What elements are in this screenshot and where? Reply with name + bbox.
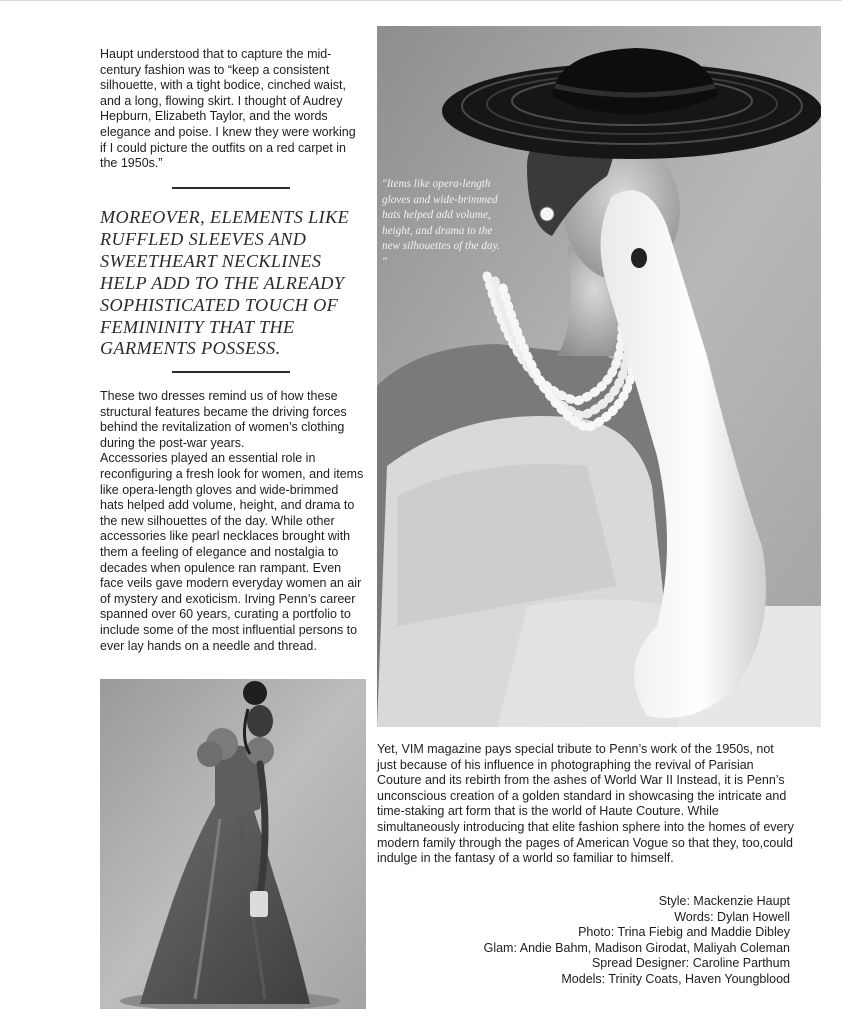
top-border [0, 0, 842, 1]
credits-block [410, 894, 790, 988]
closing-paragraph: Yet, VIM magazine pays special tribute to Penn’s work of the 1950s, not just because of his influence in photographing the revival of Parisian Couture and its rebirth from the ashes of World War II Instead, it is Penn’s unconscious creation of a golden standard in showcasing the intricate and time-staking art form that is the world of Haute Couture. While simultaneously introducing that elite fashion sphere into the homes of every modern family through the pages of American Vogue so that they, too,could indulge in the fantasy of a world so familiar to himself. [377, 742, 794, 866]
body-paragraph-2: Accessories played an essential role in reconfiguring a fresh look for women, and items like opera-length gloves and wide-brimmed hats helped add volume, height, and drama to the new silhouettes of the day. While other accessories like pearl necklaces brought with them a feeling of elegance and nostalgia to decades when opulence ran rampant. Even face veils gave modern everyday women an air of mystery and exoticism. Irving Penn’s career spanned over 60 years, curating a portfolio to include some of the most influential persons to ever lay hands on a needle and thread. [100, 451, 364, 653]
credit-models: Models: Trinity Coats, Haven Youngblood [561, 971, 790, 986]
pull-quote-bottom-rule [172, 371, 290, 373]
credit-glam: Glam: Andie Bahm, Madison Girodat, Maliyah Coleman [483, 940, 790, 955]
main-photo-hat-gloves [377, 26, 821, 727]
secondary-photo-ruffled-gown [100, 679, 366, 1009]
pull-quote-top-rule [172, 187, 290, 189]
main-photo-illustration [377, 26, 821, 727]
credit-words: Words: Dylan Howell [674, 909, 790, 924]
credit-photo: Photo: Trina Fiebig and Maddie Dibley [578, 925, 790, 940]
credit-style: Style: Mackenzie Haupt [658, 894, 790, 908]
pull-quote: MOREOVER, ELEMENTS LIKE RUFFLED SLEEVES AND SWEETHEART NECKLINES HELP ADD TO THE ALREADY SOPHISTICATED TOUCH OF FEMININITY THAT THE GARMENTS POSSESS. [100, 207, 350, 359]
body-paragraph-1: These two dresses remind us of how these structural features became the driving forces behind the revitalization of women’s clothing during the post-war years. [100, 389, 347, 450]
photo-caption: "Items like opera-length gloves and wide-brimmed hats helped add volume, height, and drama to the new silhouettes of the day. " [382, 178, 500, 268]
credit-spread-designer: Spread Designer: Caroline Parthum [591, 956, 790, 971]
body-text-column [100, 389, 364, 654]
intro-paragraph: Haupt understood that to capture the mid-century fashion was to “keep a consistent silhouette, with a tight bodice, cinched waist, and a long, flowing skirt. I thought of Audrey Hepburn, Elizabeth Taylor, and the words elegance and poise. I knew they were working if I could picture the outfits on a red carpet in the 1950s.” [100, 47, 356, 171]
secondary-photo-illustration [100, 679, 366, 1009]
